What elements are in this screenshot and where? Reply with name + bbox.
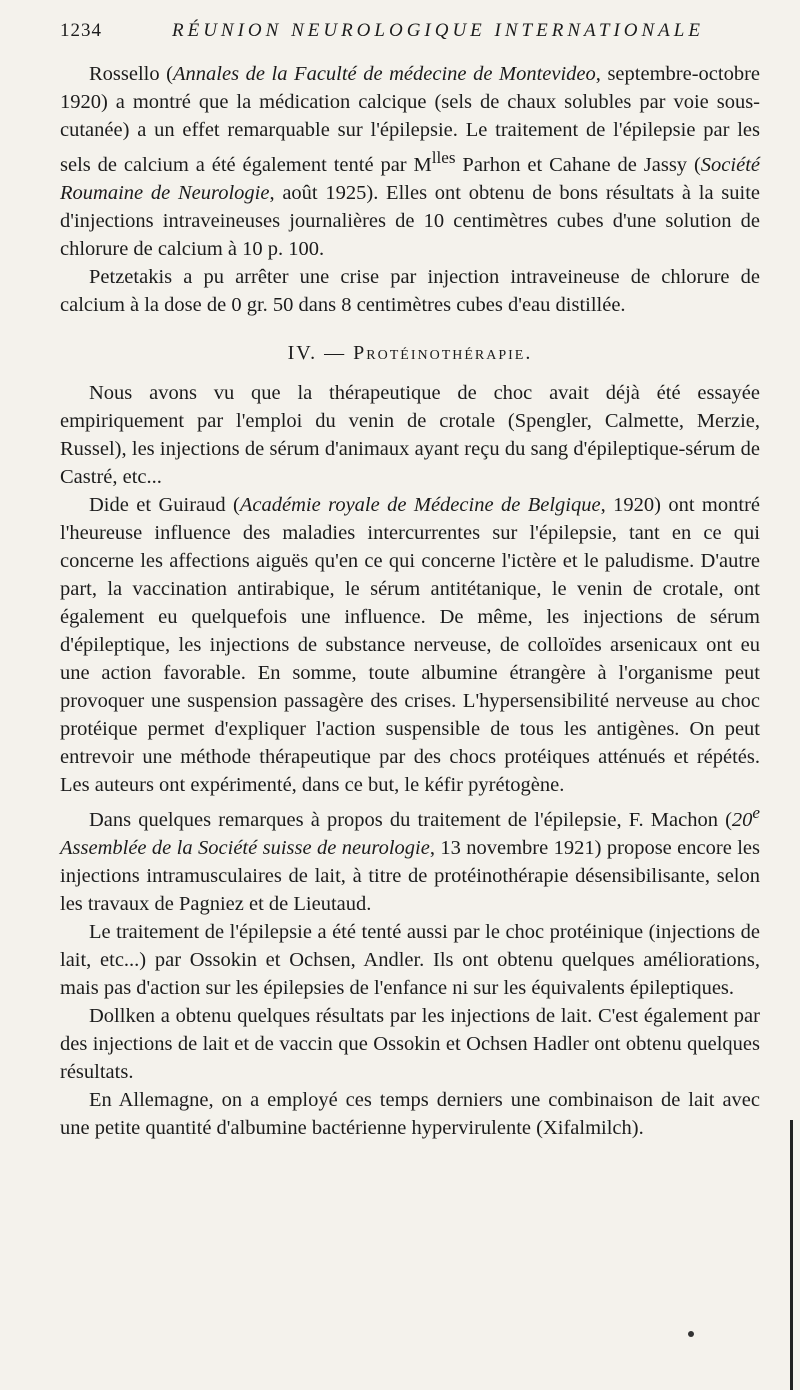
- paragraph-ossokin-ochsen: Le traitement de l'épilepsie a été tenté aussi par le choc protéinique (injections de lait, etc...) par Ossokin et Ochsen, Andler. Ils ont obtenu quelques améliorations, mais pas d'action sur les épilepsies de l'enfance ni sur les équivalents épileptiques.: [60, 920, 760, 999]
- ink-dot: [688, 1331, 694, 1337]
- paragraph-allemagne: En Allemagne, on a employé ces temps derniers une combinaison de lait avec une petite quantité d'albumine bactérienne hypervirulente (Xifalmilch).: [60, 1088, 760, 1139]
- section-dash: —: [324, 341, 347, 364]
- running-title: RÉUNION NEUROLOGIQUE INTERNATIONALE: [172, 20, 704, 41]
- citation-academie-belgique: Académie royale de Médecine de Belgique: [239, 493, 601, 516]
- page-edge-line: [790, 1120, 793, 1390]
- citation-montevideo: Annales de la Faculté de médecine de Montevideo: [173, 63, 596, 85]
- paragraph-calcium-therapy: Rossello (Annales de la Faculté de médecine de Montevideo, septembre-octobre 1920) a montré que la médication calcique (sels de chaux solubles par voie sous-cutanée) a un effet remarquable sur l'épilepsie. Le traitement de l'épilepsie par les sels de calcium a été également tenté par $M^{lles}$ Parhon et Cahane de Jassy (Société Roumaine de Neurologie, août 1925). Elles ont obtenu de bons résultats à la suite d'injections intraveineuses journalières de 10 centimètres cubes d'une solution de chlorure de calcium à 10 p. 100.: [60, 63, 761, 260]
- section-title: Protéinothérapie.: [353, 341, 533, 364]
- paragraph-petzetakis: Petzetakis a pu arrêter une crise par injection intraveineuse de chlorure de calcium à la dose de 0 gr. 50 dans 8 centimètres cubes d'eau distillée.: [60, 265, 760, 316]
- superscript-lles: lles: [431, 148, 456, 167]
- paragraph-dollken: Dollken a obtenu quelques résultats par les injections de lait. C'est également par des injections de lait et de vaccin que Ossokin et Ochsen Hadler ont obtenu quelques résultats.: [60, 1004, 760, 1083]
- body-text: [60, 60, 760, 1142]
- citation-societe-suisse: 20e Assemblée de la Société suisse de neurologie: [60, 802, 760, 859]
- section-heading: [60, 339, 760, 367]
- paragraph-shock-therapy: Nous avons vu que la thérapeutique de choc avait déjà été essayée empiriquement par l'emploi du venin de crotale (Spengler, Calmette, Merzie, Russel), les injections de sérum d'animaux ayant reçu du sang d'épileptique-sérum de Castré, etc...: [60, 381, 760, 488]
- paragraph-machon: Dans quelques remarques à propos du traitement de l'épilepsie, F. Machon (20e Assemblée de la Société suisse de neurologie, 13 novembre 1921) propose encore les injections intramusculaires de lait, à titre de protéinothérapie désensibilisante, selon les travaux de Pagniez et de Lieutaud.: [60, 802, 760, 915]
- page-number: 1234: [60, 20, 102, 41]
- paragraph-dide-guiraud: Dide et Guiraud (Académie royale de Médecine de Belgique, 1920) ont montré l'heureuse influence des maladies intercurrentes sur l'épilepsie, tant en ce qui concerne les affections aiguës qu'en ce qui concerne l'ictère et le paludisme. D'autre part, la vaccination antirabique, le sérum antitétanique, le venin de crotale, ont également eu quelquefois une influence. De même, les injections de sérum d'épileptique, les injections de substance nerveuse, de colloïdes arsenicaux ont eu une action favorable. En somme, toute albumine étrangère à l'organisme peut provoquer une suspension passagère des crises. L'hypersensibilité nerveuse au choc protéique permet d'expliquer l'action suspensible de tous les antigènes. On peut entrevoir une méthode thérapeutique par des chocs protéiques atténués et répétés. Les auteurs ont expérimenté, dans ce but, le kéfir pyrétogène.: [60, 493, 760, 796]
- section-numeral: IV.: [287, 341, 318, 364]
- citation-neurologie-roumaine: Société Roumaine de Neurologie: [60, 153, 760, 204]
- running-header: [60, 20, 760, 50]
